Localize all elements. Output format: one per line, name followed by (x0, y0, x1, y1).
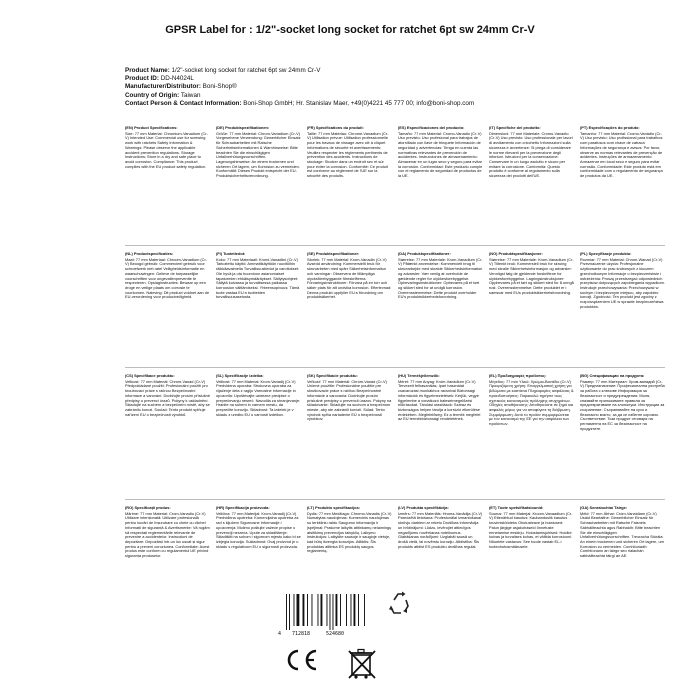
barcode-digits-left: 712818 (292, 631, 311, 637)
spec-da: (DA) Produktspecifikationer: Størrelse: 77 mm Materiale: Krom-Vanadium (Cr-V) Påtænkt anvendelse: Kommercielt brug til skruearbejde med skralde Sikkerhedsinformation og advarsler: Vær venlig at overholde de gældende regler for ulykkesforebyggelse. Opbevaringsinstruktioner: Opbevares på et tørt og sikkert sted for at undgå korrosion. Overensstemmelse: Dette produkt overholder EU's produktsikkerhedsforordning. (398, 252, 483, 300)
spec-lt: (LT) Produkto specifikacijos: Dydis: 77 mm Medžiaga: Chromo-Vanadis (Cr-V) Numatytas naudojimas: Komercinis naudojimas su terkšliniu raktu Saugumo informacija ir įspėjimai: Prašome laikytis atitinkamų nelaimingų atsitikimų prevencijos taisyklių. Laikymo instrukcijos: Laikykite sausoje ir saugioje vietoje, kad būtų išvengta korozijos. Atitiktis: Šis produktas atitinka ES produktų saugos reglamentą. (307, 506, 392, 554)
language-spec-grid (125, 126, 665, 621)
spec-pt: (PT) Especificações do produto: Tamanho: 77 mm Material: Cromo-Vanádio (Cr-V) Uso previsto: Uso profissional para trabalhos com parafusos com chave de catraca Informações de segurança e avisos: Por favor, observe as normas relevantes de prevenção de acidentes. Instruções de armazenamento: Armazenar em local seco e seguro para evitar corrosão. Conformidade: Este produto está em conformidade com o regulamento de segurança de produtos da UE. (580, 126, 663, 179)
spec-de: (DE) Produktspezifikationen: Größe: 77 mm Material: Chrom-Vanadium (Cr-V) Vorgesehene Verwendung: Gewerblicher Einsatz für Schraubarbeiten mit Ratsche Sicherheitsinformationen & Warnhinweise: Bitte beachten Sie die einschlägigen Unfallverhütungsvorschriften. Lagerungshinweise: An einem trockenen und sicheren Ort lagern, um Korrosion zu vermeiden. Konformität: Dieses Produkt entspricht der EU-Produktsicherheitsverordnung. (216, 126, 301, 179)
spec-no: (NO) Produktspesifikasjoner: Størrelse: 77 mm Materiale: Krom-Vanadium (Cr-V) Tiltenkt bruk: Kommersiell bruk for skruing med skralle Sikkerhetsinformasjon og advarsler: Vennligst følg de gjeldende forskriftene for ulykkesforebyggelse. Lagringsinstruksjoner: Oppbevares på et tørt og sikkert sted for å unngå rust. Overensstemmelse: Dette produktet er i samsvar med EUs produktsikkerhetsforordning. (489, 252, 574, 295)
spec-cs: (CS) Specifikace produktu: Velikost: 77 mm Materiál: Chrom-Vanad (Cr-V) Předpokládané použití: Profesionální použití pro šroubovací práce s ráčnou Bezpečnostní informace a varování: Dodržujte prosím příslušné předpisy o prevenci úrazů. Pokyny k uskladnění: Skladujte na suchém a bezpečném místě, aby se zabránilo korozi. Soulad: Tento produkt splňuje nařízení EU o bezpečnosti výrobků. (125, 374, 210, 417)
spec-ga: (GA) Sonraíochtaí Táirge: Méid: 77 mm Ábhar: Cróm-Vanaidiam (Cr-V) Úsáid Beartaithe: Gewerblicher Einsatz für Schraubarbeiten mit Ratsche Faisnéis Sábháilteachta agus Rabhaidh: Bitte beachten Sie die einschlägigen Unfallverhütungsvorschriften. Treoracha Stórála: An einem trockenen und sicheren Ort lagern, um Korrosion zu vermeiden. Comhlíonadh: Comhlíonann an táirge seo rialachán sábháilteachta táirgí an AE. (580, 506, 664, 559)
spec-es: (ES) Especificaciones del producto: Tamaño: 77 mm Material: Cromo-Vanadio (Cr-V) Uso previsto: Uso profesional para trabajos de atornillado con llave de trinquete Información de seguridad y advertencias: Tenga en cuenta las normativas relevantes de prevención de accidentes. Instrucciones de almacenamiento: Almacenar en un lugar seco y seguro para evitar la corrosión. Conformidad: Este producto cumple con el reglamento de seguridad de productos de la UE. (398, 126, 483, 179)
spec-band (125, 374, 665, 500)
spec-it: (IT) Specifiche del prodotto: Dimensioni: 77 mm Materiale: Cromo-Vanadio (Cr-V) Uso previsto: Uso professionale per lavori di avvitamento con cricchetto Informazioni sulla sicurezza e avvertenze: Si prega di considerare le norme rilevanti per la prevenzione degli infortuni. Istruzioni per la conservazione: Conservare in un luogo asciutto e sicuro per evitare la corrosione. Conformità: Questo prodotto è conforme al regolamento sulla sicurezza dei prodotti dell'UE. (489, 126, 573, 179)
meta-product-id: Product ID: DD-N4024L (125, 75, 194, 83)
recycle-icon (386, 590, 414, 618)
label-title: GPSR Label for : 1/2"-socket long socket for ratchet 6pt sw 24mm Cr-V (165, 24, 535, 36)
spec-fi: (FI) Tuotetiedot: Koko: 77 mm Materiaali: Kromi-Vanadiini (Cr-V) Tarkoitettu käyttö: Ammattikäyttöön ruuvitöihin räikkäavaimella Turvallisuustiedot ja varoitukset: Ole hyvä ja ota huomioon asianomaiset tapaturmien ehkäisymääräykset. Säilytysohjeet: Säilytä kuivassa ja turvallisessa paikassa korroosion välttämiseksi. Yhteensopivuus: Tämä tuote vastaa EU:n tuotteiden turvallisuusasetusta. (216, 252, 300, 300)
spec-bg: (BG) Спецификации на продукта: Размер: 77 mm Материал: Хром-ванадий (Cr-V) Предназначение: Професионална употреба за работа с ключове Информация за безопасност и предупреждения: Моля, спазвайте приложимите правила за предотвратяване на злополуки. Инструкции за съхранение: Съхранявайте на сухо и безопасно място, за да се избегне корозия. Съответствие: Този продукт отговаря на регламента на ЕС за безопасност на продуктите. (580, 374, 665, 431)
compliance-marks (270, 590, 430, 685)
barcode-lead-digit: 4 (278, 631, 282, 637)
meta-contact: Contact Person & Contact Information: Boni-Shop GmbH; Hr. Stanislav Maer, +49(0)4221 45 777 00; info@boni-shop.com (125, 99, 475, 107)
ean-barcode (270, 594, 366, 630)
spec-nl: (NL) Productspecificaties: Maat: 77 mm Materiaal: Chroom-Vanadium (Cr-V) Beoogd gebruik: Commercieel gebruik voor schroefwerk met ratel Veiligheidsinformatie en waarschuwingen: Gelieve de toepasselijke voorschriften voor ongevallenpreventie te respecteren. Opslaginstructies: Bewaar op een droge en veilige plaats om corrosie te voorkomen. Naleving: Dit product voldoet aan de EU-verordening voor productveiligheid. (125, 252, 210, 300)
ce-mark-icon (284, 648, 320, 672)
spec-pl: (PL) Specyfikacje produktu: Rozmiar: 77 mm Materiał: Chrom-Wanad (Cr-V) Przeznaczenie użycia: Profesjonalne użytkowanie do prac śrubowych z kluczem grzechotkowym Informacje o bezpieczeństwie i ostrzeżenia: Proszę przestrzegać odpowiednich przepisów dotyczących zapobiegania wypadkom. Instrukcje przechowywania: Przechowywać w suchym i bezpiecznym miejscu, aby zapobiec korozji. Zgodność: Ten produkt jest zgodny z rozporządzeniem UE w sprawie bezpieczeństwa produktów. (580, 252, 665, 309)
crossed-bin-icon (346, 646, 378, 680)
spec-se: (SE) Produktspecifikationer: Storlek: 77 mm Material: Krom-Vanadin (Cr-V) Avsedd användning: Kommersiellt bruk för skruvarbeten med spärr Säkerhetsinformation och varningar: Observera de tillämpliga olycksförebyggande föreskrifterna. Förvaringsinstruktioner: Förvara på en torr och säker plats för att undvika korrosion. Efterlevnad: Denna produkt uppfyller EU:s förordning om produktsäkerhet. (307, 252, 392, 300)
spec-band (125, 126, 665, 246)
spec-hu: (HU) Termékjellemzők: Méret: 77 mm Anyag: Króm-Vanádium (Cr-V) Tervezett felhasználás: Ipari használat csavarozási munkákhoz racsnival Biztonsági információk és figyelmeztetések: Kérjük, vegye figyelembe a vonatkozó balesetmegelőzési előírásokat. Tárolási utasítások: Száraz és biztonságos helyen tárolja a korrózió elkerülése érdekében. Megfelelőség: Ez a termék megfelel az EU termékbiztonsági rendeletének. (398, 374, 481, 422)
spec-sk: (SK) Špecifikácie produktu: Veľkosť: 77 mm Materiál: Chróm-Vanád (Cr-V) Určené použitie: Profesionálne použitie pre skrutkovacie práce s račňou Bezpečnostné informácie a varovania: Dodržujte prosím príslušné predpisy o prevencii úrazov. Pokyny na skladovanie: Skladujte na suchom a bezpečnom mieste, aby ste zabránili korózii. Súlad: Tento výrobok spĺňa nariadenie EÚ o bezpečnosti výrobkov. (307, 374, 392, 422)
spec-hr: (HR) Specifikacija proizvoda: Veličina: 77 mm Materijal: Krom-Vanadij (Cr-V) Predviđena upotreba: Komercijalna upotreba za rad s ključem Sigurnosne informacije i upozorenja: Molimo poštujte važeće propise o prevenciji nesreća. Upute za skladištenje: Skladištiti na suhom i sigurnom mjestu kako bi se izbjegla korozija. Sukladnost: Ovaj proizvod je u skladu s regulativom EU o sigurnosti proizvoda. (216, 506, 301, 549)
spec-lv: (LV) Produkta specifikācija: Izmērs: 77 mm Materiāls: Hroma-Vanādija (Cr-V) Paredzētā lietošana: Profesionālai izmantošanai skrūvju darbiem ar reketu Drošības informācija un brīdinājumi: Lūdzu, ievērojiet attiecīgos negadījumu novēršanas noteikumus. Glabāšanas norādījumi: Uzglabāt sausā un drošā vietā, lai novērstu koroziju. Atbilstība: Šis produkts atbilst ES produktu drošības regulai. (398, 506, 483, 549)
spec-en: (EN) Product Specifications: Size: 77 mm Material: Chromium-Vanadium (Cr-V) Intended Use: Commercial use for screwing work with ratchets Safety Information & Warnings: Please observe the applicable accident prevention regulations. Storage Instructions: Store in a dry and safe place to avoid corrosion. Compliance: This product complies with the EU product safety regulation. (125, 126, 208, 169)
spec-ro: (RO) Specificații produs: Mărime: 77 mm Material: Crom-Vanadiu (Cr-V) Utilizare intenționată: Utilizare profesională pentru lucrări de înșurubare cu cheie cu clichet Informații de siguranță & Avertismente: Vă rugăm să respectați reglementările relevante de prevenire a accidentelor. Instrucțiuni de depozitare: Depozitați într-un loc uscat și sigur pentru a preveni coroziunea. Conformitate: Acest produs este conform cu regulamentul UE privind siguranța produselor. (125, 506, 210, 559)
meta-manufacturer: Manufacturer/Distributor: Boni-Shop® (125, 83, 237, 91)
barcode-digits-right: 524680 (326, 631, 345, 637)
spec-el: (EL) Προδιαγραφές προϊόντος: Μέγεθος: 77 mm Υλικό: Χρώμιο-Βανάδιο (Cr-V) Προοριζόμενη χρήση: Επαγγελματική χρήση για βιδώματα με καστάνια Πληροφορίες ασφάλειας & προειδοποιήσεις: Παρακαλώ τηρήστε τους σχετικούς κανονισμούς πρόληψης ατυχημάτων. Οδηγίες αποθήκευσης: Αποθηκεύστε σε ξηρό και ασφαλές μέρος για να αποφύγετε τη διάβρωση. Συμμόρφωση: Αυτό το προϊόν συμμορφώνεται με τον κανονισμό της ΕΕ για την ασφάλεια των προϊόντων. (489, 374, 574, 427)
spec-et: (ET) Toote spetsifikatsioonid: Suurus: 77 mm Materjal: Kroom-Vanaadium (Cr-V) Ettenähtud kasutus: Kaubanduslik kasutus kruvimistöödeks Ohutusteave ja hoiatused: Palun järgige asjakohaseid õnnetuste ennetamise eeskirju. Hoiustamisjuhised: Hoidke kuivas ja turvalises kohas, et vältida korrosiooni. Nõuetele vastavus: See toode vastab EL-i tooteohutusmäärusele. (489, 506, 573, 549)
spec-fr: (FR) Spécifications du produit: Taille: 77 mm Matériau: Chrome-Vanadium (Cr-V) Utilisation prévue: Utilisation professionnelle pour les travaux de vissage avec clé à cliquet Informations de sécurité et avertissements: Veuillez respecter les règlements pertinents de prévention des accidents. Instructions de stockage: Stocker dans un endroit sec et sûr pour éviter la corrosion. Conformité: Ce produit est conforme au règlement de l'UE sur la sécurité des produits. (307, 126, 389, 179)
meta-country-of-origin: Country of Origin: Taiwan (125, 91, 201, 99)
spec-sl: (SL) Specifikacije izdelka: Velikost: 77 mm Material: Krom-Vanadij (Cr-V) Predvidena uporaba: Strokovna uporaba za vijačenje dela z ragljo Varnostne informacije in opozorila: Upoštevajte ustrezne predpise o preprečevanju nesreč. Navodila za shranjevanje: Hranite na suhem in varnem mestu, da preprečite korozijo. Skladnost: Ta izdelek je v skladu z uredbo EU o varnosti izdelkov. (216, 374, 301, 417)
meta-product-name: Product Name: 1/2"-socket long socket for ratchet 6pt sw 24mm Cr-V (125, 67, 321, 74)
product-meta (125, 67, 474, 108)
spec-band (125, 252, 665, 368)
